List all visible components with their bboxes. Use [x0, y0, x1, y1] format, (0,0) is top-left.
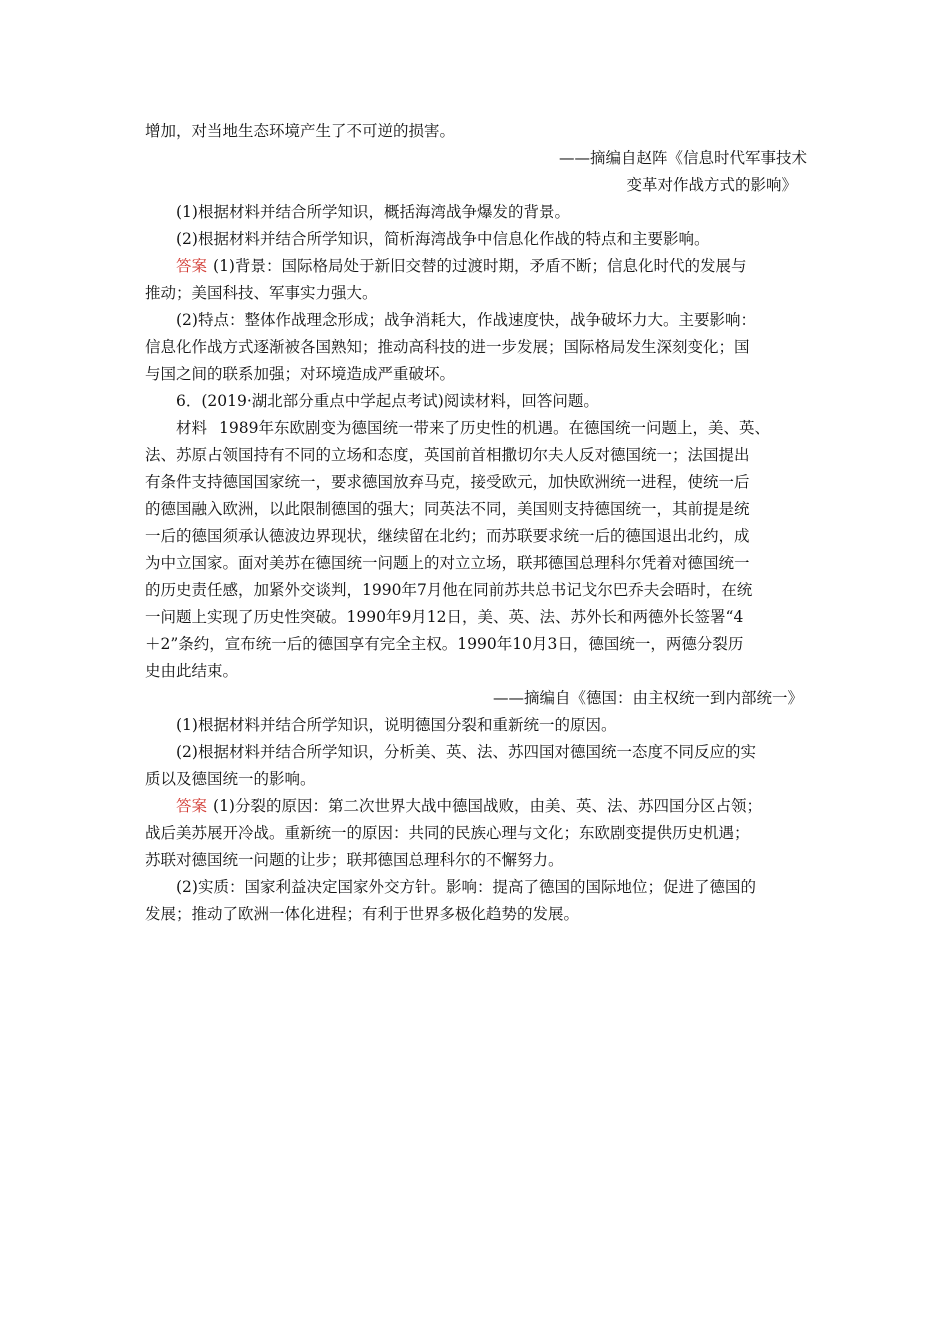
material-line: 史由此结束。 — [145, 662, 239, 680]
answer-text: (1)背景：国际格局处于新旧交替的过渡时期，矛盾不断；信息化时代的发展与 — [213, 257, 747, 275]
material-line: 的德国融入欧洲，以此限制德国的强大；同英法不同，美国则支持德国统一，其前提是统 — [145, 500, 750, 518]
answer-6-line: 战后美苏展开冷战。重新统一的原因：共同的民族心理与文化；东欧剧变提供历史机遇； — [145, 824, 750, 842]
material-line: ＋2”条约，宣布统一后的德国享有完全主权。1990年10月3日，德国统一，两德分裂历 — [145, 635, 744, 653]
question-6-heading: 6．(2019·湖北部分重点中学起点考试)阅读材料，回答问题。 — [176, 392, 599, 410]
answer-5-line: 信息化作战方式逐渐被各国熟知；推动高科技的进一步发展；国际格局发生深刻变化；国 — [145, 338, 750, 356]
answer-6-line: 发展；推动了欧洲一体化进程；有利于世界多极化趋势的发展。 — [145, 905, 580, 923]
material-line: 一后的德国须承认德波边界现状，继续留在北约；而苏联要求统一后的德国退出北约，成 — [145, 527, 750, 545]
material-line: 为中立国家。面对美苏在德国统一问题上的对立立场，联邦德国总理科尔凭着对德国统一 — [145, 554, 750, 572]
answer-text: (1)分裂的原因：第二次世界大战中德国战败，由美、英、法、苏四国分区占领； — [213, 797, 762, 815]
answer-5-line: (2)特点：整体作战理念形成；战争消耗大，作战速度快，战争破坏力大。主要影响： — [176, 311, 756, 329]
material-line: 法、苏原占领国持有不同的立场和态度，英国前首相撒切尔夫人反对德国统一；法国提出 — [145, 446, 750, 464]
material-line: 有条件支持德国国家统一，要求德国放弃马克，接受欧元，加快欧洲统一进程，使统一后 — [145, 473, 750, 491]
citation-line: 变革对作战方式的影响》 — [626, 176, 797, 194]
question-5-1: (1)根据材料并结合所学知识，概括海湾战争爆发的背景。 — [176, 203, 570, 221]
citation-line: ——摘编自赵阵《信息时代军事技术 — [558, 149, 807, 167]
answer-5-line: 与国之间的联系加强；对环境造成严重破坏。 — [145, 365, 456, 383]
question-6-2: 质以及德国统一的影响。 — [145, 770, 316, 788]
answer-5-line — [145, 253, 809, 280]
material-line: 一问题上实现了历史性突破。1990年9月12日，美、英、法、苏外长和两德外长签署“4 — [145, 608, 744, 626]
answer-5-line: 推动；美国科技、军事实力强大。 — [145, 284, 378, 302]
document-body — [145, 118, 809, 928]
material-label: 材料 — [176, 419, 208, 437]
answer-label: 答案 — [176, 797, 208, 815]
answer-label: 答案 — [176, 257, 208, 275]
question-6-2: (2)根据材料并结合所学知识，分析美、英、法、苏四国对德国统一态度不同反应的实 — [176, 743, 756, 761]
answer-6-line: (2)实质：国家利益决定国家外交方针。影响：提高了德国的国际地位；促进了德国的 — [176, 878, 756, 896]
citation-line: ——摘编自《德国：由主权统一到内部统一》 — [492, 689, 803, 707]
question-6-1: (1)根据材料并结合所学知识，说明德国分裂和重新统一的原因。 — [176, 716, 617, 734]
material-line: 的历史责任感，加紧外交谈判，1990年7月他在同前苏共总书记戈尔巴乔夫会晤时，在统 — [145, 581, 753, 599]
text-line: 增加，对当地生态环境产生了不可逆的损害。 — [145, 122, 456, 140]
question-5-2: (2)根据材料并结合所学知识，简析海湾战争中信息化作战的特点和主要影响。 — [176, 230, 710, 248]
answer-6-line — [145, 793, 809, 820]
material-line — [145, 415, 809, 442]
answer-6-line: 苏联对德国统一问题的让步；联邦德国总理科尔的不懈努力。 — [145, 851, 564, 869]
material-text: 1989年东欧剧变为德国统一带来了历史性的机遇。在德国统一问题上，美、英、 — [219, 419, 770, 437]
